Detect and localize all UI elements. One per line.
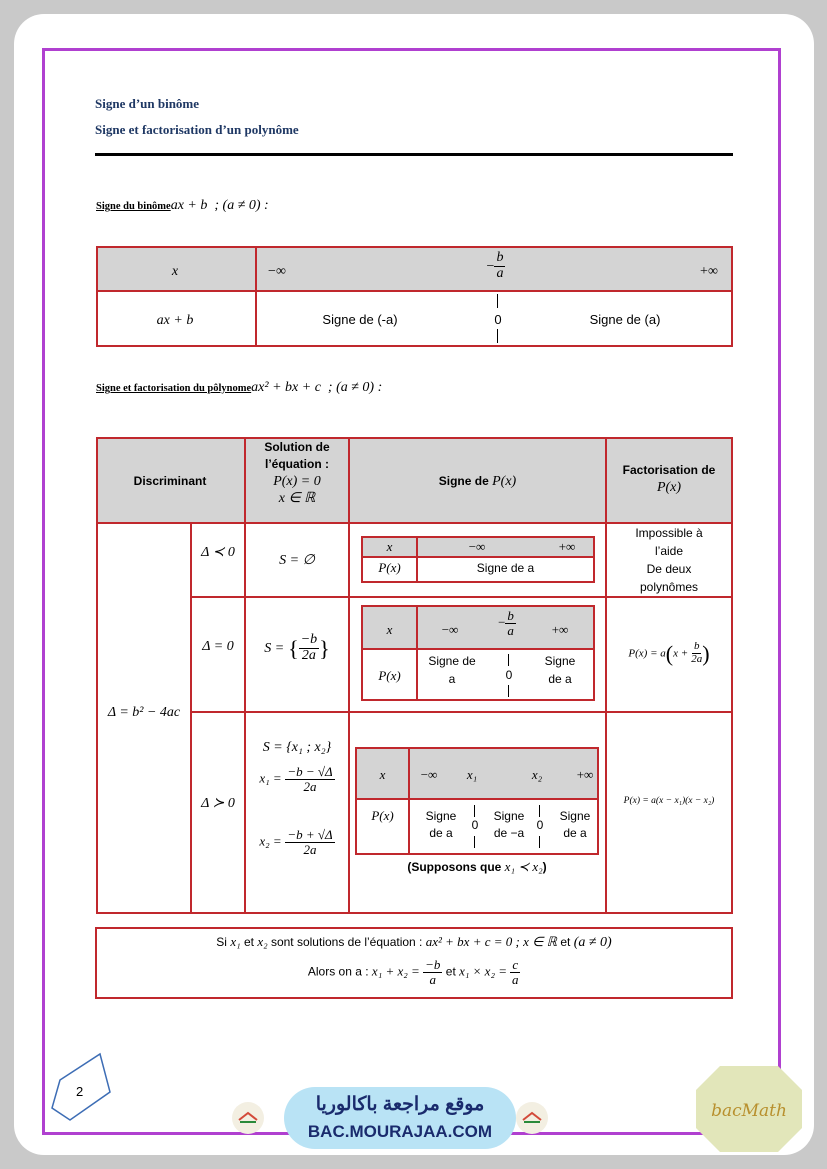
row1-plus-inf: +∞ [558,539,576,554]
row2-bar-top [508,654,509,666]
title-binome: Signe d’un binôme [95,96,200,111]
vieta-prod-num: c [512,957,519,972]
row2-bar-bottom [508,685,509,697]
row3-x1-den: 2a [303,778,317,794]
poly-expr: ax² + bx + c [251,380,321,395]
header-sign-expr: P(x) [492,474,517,489]
row2-sol-pre: S = [264,641,285,657]
row3-note-post: ) [542,860,547,874]
row3-x1-pre: x₁ = [259,770,282,786]
row3-cond: Δ ≻ 0 [201,796,235,811]
row3-fact: P(x) = a(x − x₁)(x − x₂) [623,796,715,806]
row2-sign-left-1: Signe de [428,654,476,668]
binome-expr-label: ax + b [156,313,194,328]
row2-sign-col [416,605,418,701]
header-factorisation [607,461,731,497]
row1-fact-4: polynômes [639,580,699,594]
delta-definition: Δ = b² − 4ac [107,705,181,720]
vieta-line2 [97,958,731,986]
row2-fact-num: b [693,640,700,653]
binome-row-divider [96,290,733,292]
binome-bar-bottom [497,329,498,343]
footer-logo-right-icon [514,1100,550,1136]
row3-bar2-bottom [539,836,540,848]
binome-root-den: a [496,265,504,281]
binome-root-minus: − [486,258,495,274]
vieta-alors: Alors on a : [307,964,369,979]
binome-plus-inf: +∞ [700,264,718,279]
binome-header-fill [98,248,731,291]
vieta-sum-num: −b [425,957,441,972]
row1-sign: Signe de a [476,561,535,575]
header-fact-2: P(x) [656,480,682,495]
row2-root [489,609,525,637]
row3-sign-2a: Signe [493,809,525,823]
row3-sign-1a: Signe [425,809,457,823]
row3-px: P(x) [371,808,394,823]
row3-x2-pre: x₂ = [259,833,282,849]
row2-sign-right [535,652,585,688]
footer-site-link[interactable]: BAC.MOURAJAA.COM [307,1122,493,1141]
binome-sign-right: Signe de (a) [589,312,661,327]
row3-x2 [246,828,348,856]
row3-sign-col [408,747,410,855]
row2-plus-inf: +∞ [551,622,569,637]
header-solution [246,439,348,507]
vieta-et2: et [560,935,571,949]
row3-sign-divider [355,798,599,800]
header-solution-domain: x ∈ ℝ [278,491,316,506]
vieta-eq: ax² + bx + c = 0 ; x ∈ ℝ [425,934,557,949]
vieta-sum-den: a [429,971,437,987]
vieta-line1 [97,932,731,953]
row2-sign-right-2: de a [548,672,572,686]
title-rule [95,153,733,156]
row3-root2: x₂ [531,767,543,782]
header-solution-2: l’équation : [265,457,329,471]
binome-sign-left: Signe de (-a) [322,312,398,327]
poly-subtitle-label: Signe et factorisation du pôlynome [96,383,252,394]
row2-px: P(x) [378,668,401,683]
row2-sign-left-2: a [448,672,456,686]
binome-bar-top [497,294,498,308]
vieta-prod-den: a [511,971,519,987]
header-discriminant: Discriminant [133,474,207,488]
row2-minus-inf: −∞ [441,622,459,637]
row3-sign-3a: Signe [559,809,591,823]
binome-zero: 0 [494,312,502,327]
vieta-x1: x₁ [230,934,241,949]
row2-root-num: b [507,608,514,623]
header-sign [350,471,605,492]
poly-row1-divider [190,596,733,598]
row2-fact-pre: P(x) = a [628,647,666,660]
header-solution-eq: P(x) = 0 [273,474,321,489]
row3-x: x [379,767,386,782]
row2-sign-divider [361,648,595,650]
row3-bar1-bottom [474,836,475,848]
vieta-et3: et [445,964,456,979]
vieta-et1: et [243,935,254,949]
row2-fact-mid: x + [673,647,689,660]
vieta-cond: (a ≠ 0) [573,935,612,950]
header-fact-1: Factorisation de [622,463,716,477]
poly-subtitle [96,380,382,396]
row2-solution: S = { $\frac{-b}{2a}$ } [264,632,330,663]
row3-sign-3 [552,808,598,842]
page-number: 2 [76,1084,84,1099]
row1-minus-inf: −∞ [468,539,486,554]
binome-root-num: b [496,250,504,265]
binome-x-label: x [171,264,179,279]
row2-sol-den: 2a [301,648,316,663]
row3-note [355,857,599,877]
row1-fact-2: l’aide [654,544,684,558]
row3-minus-inf: −∞ [420,767,438,782]
binome-minus-inf: −∞ [268,264,286,279]
row1-fact-3: De deux [646,562,692,576]
poly-row2-divider [190,711,733,713]
row3-sol-set: S = {x₁ ; x₂} [262,740,332,755]
row3-bar2-top [539,805,540,817]
row3-x1 [246,765,348,793]
title-polynome: Signe et factorisation d’un polynôme [95,122,299,137]
row2-sign-right-1: Signe [544,654,576,668]
row2-sign-left [422,652,482,688]
binome-subtitle-label: Signe du binôme [96,201,171,212]
poly-cond: ; (a ≠ 0) : [327,380,383,395]
row2-fact: P(x) = a(x + $\frac{b}{2a}$ ) [628,640,710,666]
header-solution-1: Solution de [264,440,330,454]
row2-root-minus: − [498,614,506,630]
vieta-mid: sont solutions de l’équation : [270,935,423,949]
binome-expr: ax + b [170,198,208,213]
row1-fact-1: Impossible à [635,526,703,540]
row3-zero-2: 0 [536,818,544,832]
row3-sign-1b: de a [429,826,453,840]
row2-cond: Δ = 0 [202,639,234,654]
row3-x2-den: 2a [303,841,317,857]
row3-zero-1: 0 [471,818,479,832]
binome-subtitle [96,198,269,214]
row1-sign-divider [361,556,595,558]
poly-col-fact [605,437,607,914]
row3-sign-2 [486,808,532,842]
row1-fact [607,524,731,596]
row3-root1: x₁ [466,767,478,782]
row2-x: x [386,622,393,637]
row1-solution: S = ∅ [279,553,315,568]
footer-logo-left-icon [230,1100,266,1136]
row3-sign-3b: de a [563,826,587,840]
row3-bar1-top [474,805,475,817]
row3-note-pre: (Supposons que [407,860,502,874]
binome-col-divider [255,246,257,347]
vieta-prod: x₁ × x₂ = [459,963,507,979]
row2-fact-den: 2a [691,653,703,665]
bacmath-logo-icon [696,1066,802,1152]
header-sign-label: Signe de [438,474,489,488]
poly-col-cond [190,522,192,914]
row1-x: x [386,539,393,554]
vieta-si: Si [216,935,227,949]
footer-arabic-title: موقع مراجعة باكالوريا [315,1094,485,1115]
row1-px: P(x) [378,560,401,575]
row3-x2-num: −b + √Δ [287,827,333,842]
row2-zero: 0 [505,668,513,682]
vieta-sum: x₁ + x₂ = [371,963,420,979]
binome-cond: ; (a ≠ 0) : [214,198,269,213]
row1-cond: Δ ≺ 0 [201,545,235,560]
row3-plus-inf: +∞ [576,767,594,782]
row3-sign-1 [417,808,465,842]
row3-x1-num: −b − √Δ [287,764,333,779]
row2-sol-num: −b [300,632,318,648]
bacmath-logo-text: bacMath [711,1101,787,1121]
row3-sign-2b: de −a [493,826,525,840]
poly-col-sign [348,437,350,914]
row2-root-den: a [507,622,514,638]
row3-note-expr: x₁ ≺ x₂ [504,859,543,874]
vieta-x2: x₂ [257,934,268,949]
binome-root [476,251,516,281]
